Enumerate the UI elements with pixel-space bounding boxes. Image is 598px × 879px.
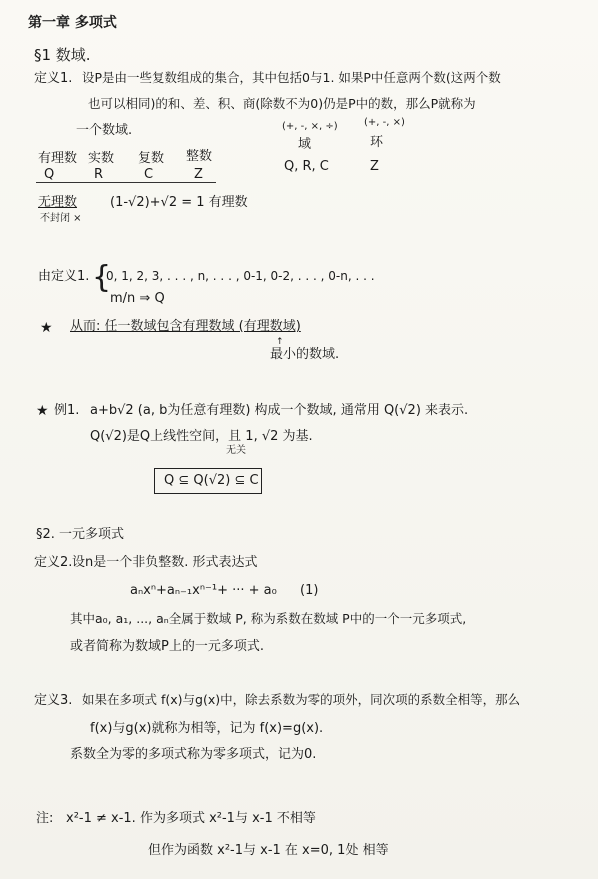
star-icon: ★ bbox=[40, 320, 53, 336]
set-real-name: 实数 bbox=[88, 151, 115, 166]
ex1-line2: Q(√2)是Q上线性空间，且 1, √2 为基. bbox=[90, 429, 313, 444]
note-line2: 但作为函数 x²-1与 x-1 在 x=0, 1处 相等 bbox=[148, 843, 389, 858]
irrational-sub: 不封闭 × bbox=[40, 213, 82, 224]
brace-glyph: { bbox=[92, 260, 112, 295]
chapter-title: 第一章 多项式 bbox=[28, 15, 117, 31]
def1-label: 定义1. bbox=[34, 71, 73, 86]
ring-example: Z bbox=[370, 159, 379, 174]
irrational-eq: (1-√2)+√2 = 1 有理数 bbox=[110, 195, 248, 210]
set-real-symbol: R bbox=[94, 167, 104, 182]
by-def1-label: 由定义1. bbox=[38, 269, 90, 284]
arrow-up-icon: ↑ bbox=[276, 337, 284, 347]
irrational-label: 无理数 bbox=[38, 195, 78, 210]
inclusion-text: Q ⊆ Q(√2) ⊆ C bbox=[164, 473, 259, 488]
def2-eq-no: (1) bbox=[300, 583, 319, 598]
star-icon-2: ★ bbox=[36, 403, 49, 419]
def2-line2: 其中a₀, a₁, ..., aₙ全属于数域 P, 称为系数在数域 P中的一个一元多项式, bbox=[70, 611, 467, 626]
note-line1: x²-1 ≠ x-1. 作为多项式 x²-1与 x-1 不相等 bbox=[66, 811, 316, 826]
field-word: 域 bbox=[298, 137, 312, 152]
def3-line3: 系数全为零的多项式称为零多项式，记为0. bbox=[70, 747, 317, 762]
def3-line2: f(x)与g(x)就称为相等，记为 f(x)=g(x). bbox=[90, 721, 324, 736]
ring-ops: (+, -, ×) bbox=[364, 117, 405, 128]
by-def1-line1: 0, 1, 2, 3, . . . , n, . . . , 0-1, 0-2, . . . , 0-n, . . . bbox=[106, 269, 375, 283]
set-integer-symbol: Z bbox=[194, 167, 203, 182]
def3-line1: 如果在多项式 f(x)与g(x)中，除去系数为零的项外，同次项的系数全相等，那么 bbox=[82, 692, 521, 707]
field-ops: (+, -, ×, ÷) bbox=[282, 121, 338, 132]
section2-heading: §2. 一元多项式 bbox=[36, 527, 125, 542]
def1-line2: 也可以相同)的和、差、积、商(除数不为0)仍是P中的数，那么P就称为 bbox=[88, 96, 476, 111]
set-integer-name: 整数 bbox=[186, 149, 213, 164]
def2-line1: 设n是一个非负整数. 形式表达式 bbox=[72, 555, 258, 570]
note-label: 注: bbox=[36, 811, 54, 826]
field-examples: Q, R, C bbox=[284, 159, 329, 174]
def2-label: 定义2. bbox=[34, 555, 73, 570]
set-complex-symbol: C bbox=[144, 167, 154, 182]
def2-formula: aₙxⁿ+aₙ₋₁xⁿ⁻¹+ ··· + a₀ bbox=[130, 583, 277, 598]
ex1-line1: a+b√2 (a, b为任意有理数) 构成一个数域, 通常用 Q(√2) 来表示. bbox=[90, 403, 469, 418]
def3-label: 定义3. bbox=[34, 693, 73, 708]
set-rational-symbol: Q bbox=[44, 167, 55, 182]
ex1-note: 无关 bbox=[226, 445, 246, 456]
ex1-label: 例1. bbox=[54, 403, 80, 418]
number-sets-underline bbox=[36, 182, 216, 183]
section1-heading: §1 数域. bbox=[34, 46, 91, 64]
set-rational-name: 有理数 bbox=[38, 151, 78, 166]
by-def1-line2: m/n ⇒ Q bbox=[110, 291, 165, 306]
def2-line3: 或者简称为数域P上的一元多项式. bbox=[70, 639, 264, 654]
def1-line1: 设P是由一些复数组成的集合，其中包括0与1. 如果P中任意两个数(这两个数 bbox=[82, 70, 501, 85]
conclusion-text: 从而: 任一数域包含有理数域 (有理数域) bbox=[70, 319, 301, 334]
def1-line3: 一个数域. bbox=[76, 123, 133, 138]
conclusion-sub: 最小的数域. bbox=[270, 347, 340, 362]
set-complex-name: 复数 bbox=[138, 151, 165, 166]
ring-word: 环 bbox=[370, 135, 384, 150]
